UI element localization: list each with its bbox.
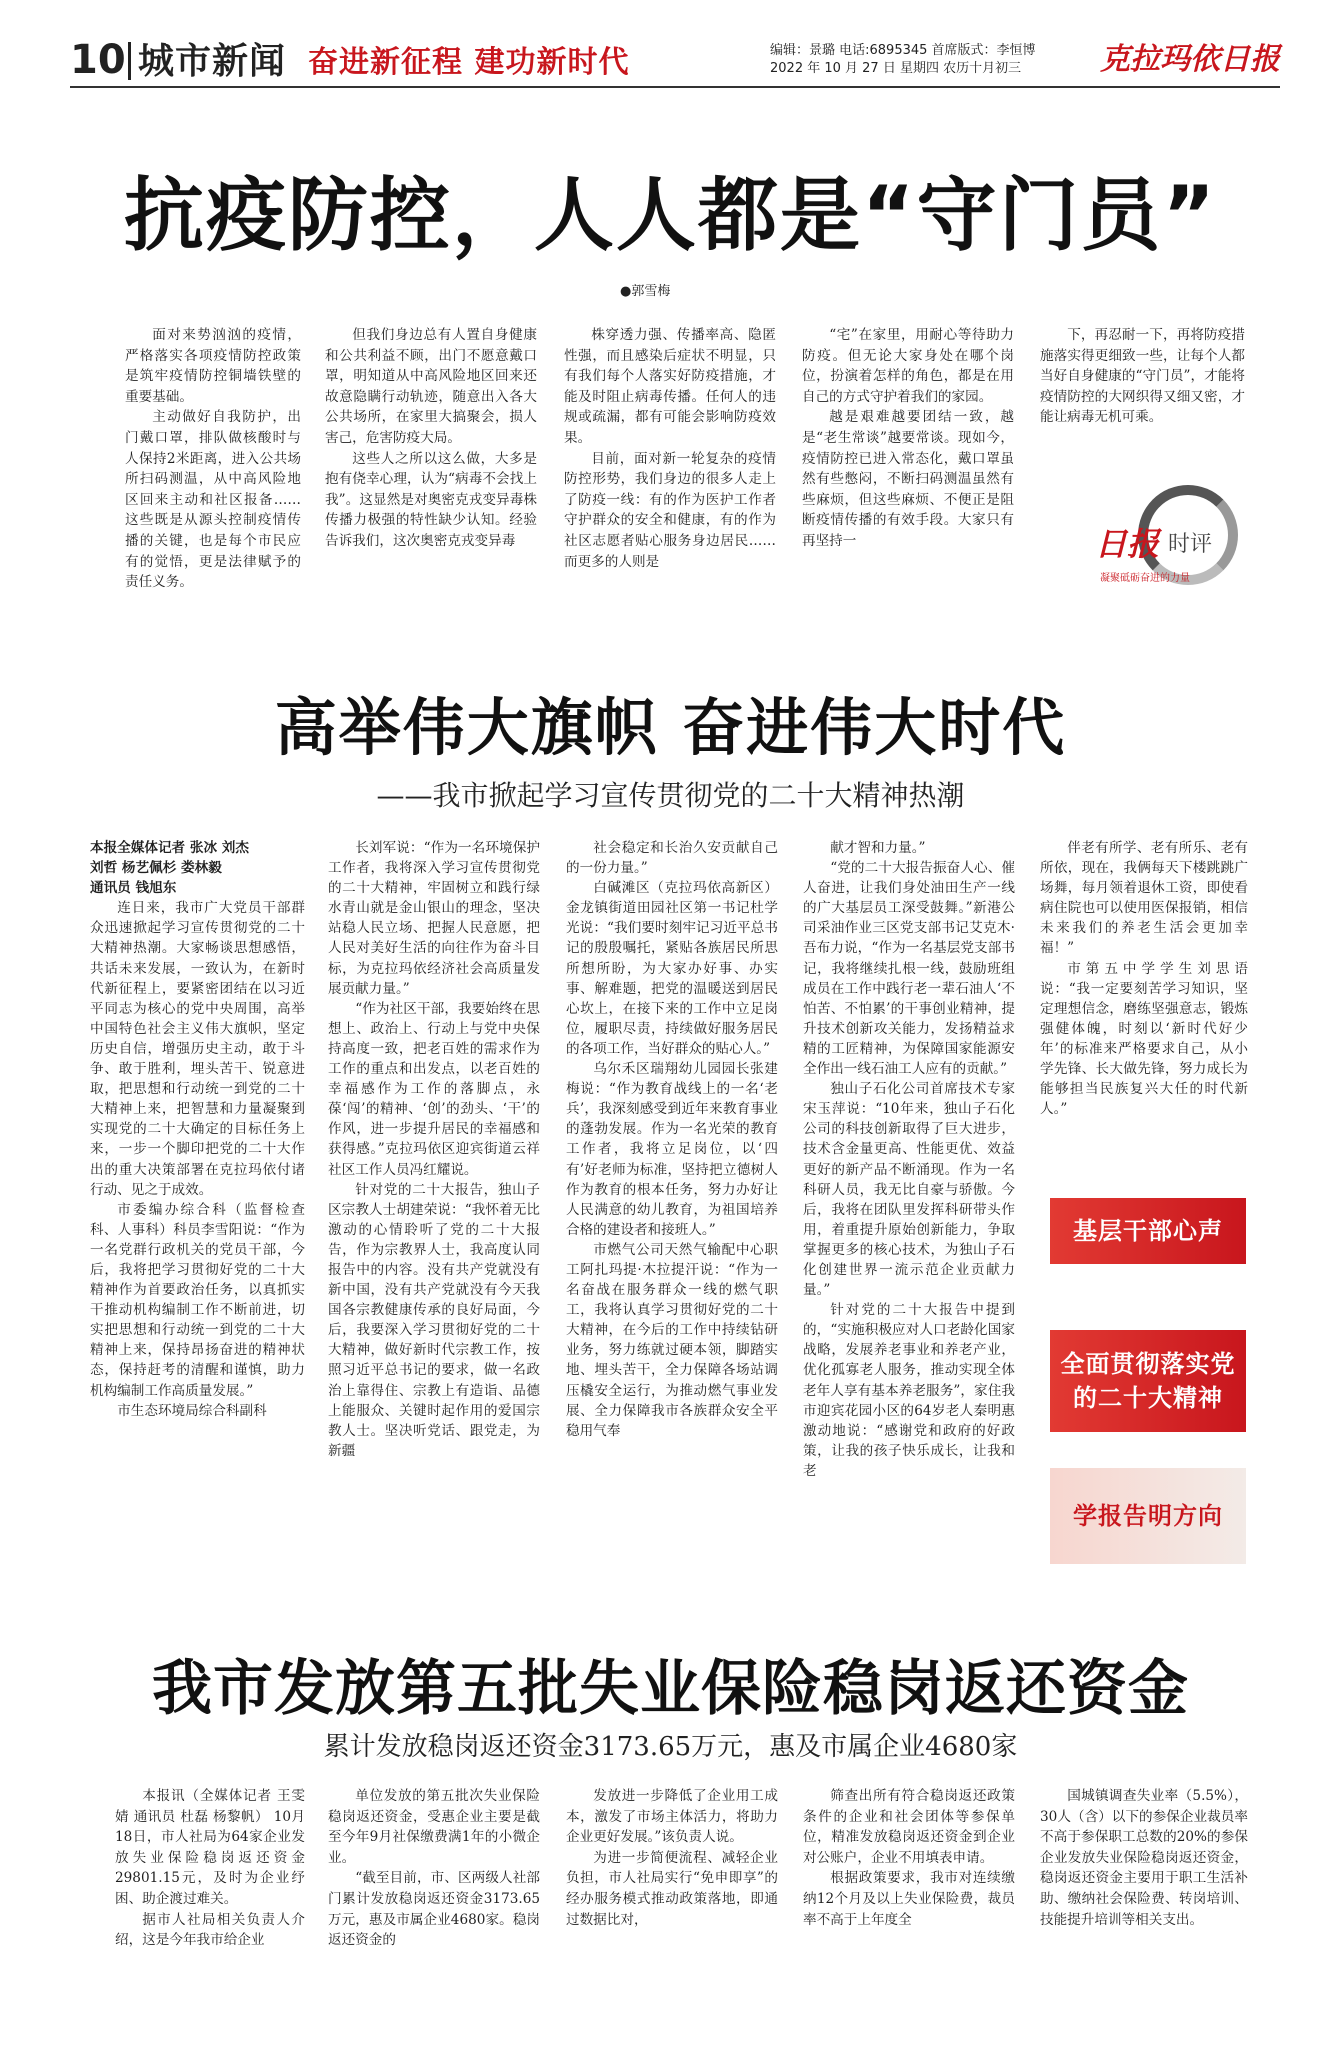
banner-implement-spirit: 全面贯彻落实党的二十大精神 [1050, 1330, 1246, 1432]
article3-column-2 [328, 1786, 540, 2016]
paragraph: 针对党的二十大报告，独山子区宗教人士胡建荣说：“我怀着无比激动的心情聆听了党的二十大报告，作为宗教界人士，我高度认同报告中的内容。没有共产党就没有新中国，没有共产党就没有今天我国各宗教健康传承的良好局面，今后，我要深入学习贯彻好党的二十大精神，做好新时代宗教工作，按照习近平总书记的要求，做一名政治上靠得住、宗教上有造诣、品德上能服众、关键时起作用的爱国宗教人士。坚决听党话、跟党走，为新疆 [328, 1181, 540, 1459]
paragraph: 社会稳定和长治久安贡献自己的一份力量。” [566, 840, 778, 877]
paragraph: 市委编办综合科（监督检查科、人事科）科员李雪阳说：“作为一名党群行政机关的党员干部，今后，我将把学习贯彻好党的二十大精神作为首要政治任务，以真抓实干推动机构编制工作不断前进，切实把思想和行动统一到党的二十大精神上来，保持昂扬奋进的精神状态，保持赶考的清醒和谨慎，助力机构编制工作高质量发展。” [90, 1201, 305, 1399]
paragraph: 乌尔禾区瑞翔幼儿园园长张建梅说：“作为教育战线上的一名‘老兵’，我深刻感受到近年来教育事业的蓬勃发展。作为一名光荣的教育工作者，我将立足岗位，以‘四有’好老师为标准，坚持把立德树人作为教育的根本任务，努力办好让人民满意的幼儿教育，为祖国培养合格的建设者和接班人。” [566, 1061, 778, 1238]
paragraph: 这些人之所以这么做，大多是抱有侥幸心理，认为“病毒不会找上我”。这显然是对奥密克戎变异毒株传播力极强的特性缺少认知。经验告诉我们，这次奥密克戎变异毒 [325, 450, 537, 549]
banner-study-report: 学报告明方向 [1050, 1468, 1246, 1564]
paragraph: 面对来势汹汹的疫情，严格落实各项疫情防控政策是筑牢疫情防控铜墙铁壁的重要基础。 [125, 327, 301, 405]
paragraph: 市生态环境局综合科副科 [117, 1402, 267, 1419]
paragraph: 根据政策要求，我市对连续缴纳12个月及以上失业保险费，裁员率不高于上年度全 [803, 1870, 1015, 1928]
masthead-divider [128, 42, 131, 80]
article3-column-1 [115, 1786, 305, 2016]
paragraph: 为进一步简便流程、减轻企业负担，市人社局实行“免申即享”的经办服务模式推动政策落地，即通过数据比对， [566, 1849, 778, 1928]
paragraph: 白碱滩区（克拉玛依高新区）金龙镇街道田园社区第一书记杜学光说：“我们要时刻牢记习近平总书记的殷殷嘱托，紧贴各族居民所思所想所盼，为大家办好事、办实事、解难题，把党的温暖送到居民心坎上，在接下来的工作中立足岗位，履职尽责，持续做好服务居民的各项工作，当好群众的贴心人。” [566, 880, 778, 1057]
article2-column-5 [1040, 838, 1248, 1148]
editor-line: 编辑：景璐 电话:6895345 首席版式：李恒博 [770, 43, 1036, 58]
article3-column-3 [566, 1786, 778, 2016]
article2-column-1 [90, 838, 305, 1593]
article1-column-5 [1040, 325, 1245, 465]
article3-title: 我市发放第五批失业保险稳岗返还资金 [152, 1654, 1189, 1724]
paragraph: 单位发放的第五批次失业保险稳岗返还资金，受惠企业主要是截至今年9月社保缴费满1年的小微企业。 [328, 1788, 540, 1866]
commentary-logo-label: 时评 [1168, 532, 1213, 557]
article2-column-2 [328, 838, 540, 1593]
paragraph: 目前，面对新一轮复杂的疫情防控形势，我们身边的很多人走上了防疫一线：有的作为医护工作者守护群众的安全和健康，有的作为社区志愿者贴心服务身边居民……而更多的人则是 [564, 450, 776, 570]
paragraph: 市燃气公司天然气输配中心职工阿扎玛提·木拉提汗说：“作为一名奋战在服务群众一线的燃气职工，我将认真学习贯彻好党的二十大精神，在今后的工作中持续钻研业务，努力练就过硬本领，脚踏实地、埋头苦干，全力保障各场站调压橇安全运行，为推动燃气事业发展、全力保障我市各族群众安全平稳用气奉 [566, 1241, 778, 1439]
paragraph: 连日来，我市广大党员干部群众迅速掀起学习宣传贯彻党的二十大精神热潮。大家畅谈思想感悟，共话未来发展，一致认为，在新时代新征程上，要紧密团结在以习近平同志为核心的党中央周围，高举中国特色社会主义伟大旗帜，坚定历史自信，增强历史主动，敢于斗争、敢于胜利，埋头苦干、锐意进取，把思想和行动统一到党的二十大精神上来，把智慧和力量凝聚到实现党的二十大确定的目标任务上来，一步一个脚印把党的二十大作出的重大决策部署在克拉玛依付诸行动、见之于成效。 [90, 900, 305, 1198]
commentary-logo [1090, 485, 1240, 595]
masthead [70, 38, 1280, 88]
paragraph: “作为社区干部，我要始终在思想上、政治上、行动上与党中央保持高度一致，把老百姓的需求作为工作的重点和出发点，以老百姓的幸福感作为工作的落脚点，永葆‘闯’的精神、‘创’的劲头、‘干’的作风，进一步提升居民的幸福感和获得感。”克拉玛依区迎宾街道云祥社区工作人员冯红耀说。 [328, 1000, 540, 1178]
paragraph: 越是艰难越要团结一致，越是“老生常谈”越要常谈。现如今，疫情防控已进入常态化，戴口罩虽然有些憋闷，不断扫码测温虽然有些麻烦，但这些麻烦、不便正是阻断疫情传播的有效手段。大家只有再坚持一 [802, 409, 1014, 549]
commentary-logo-ri: 日报 [1095, 525, 1160, 563]
paragraph: 献才智和力量。” [830, 840, 926, 856]
paragraph: 下，再忍耐一下，再将防疫措施落实得更细致一些，让每个人都当好自身健康的“守门员”，才能将疫情防控的大网织得又细又密，才能让病毒无机可乘。 [1040, 327, 1245, 426]
paragraph: 主动做好自我防护，出门戴口罩，排队做核酸时与人保持2米距离，进入公共场所扫码测温，从中高风险地区回来主动和社区报备……这些既是从源头控制疫情传播的关键，也是每个市民应有的觉悟，更是法律赋予的责任义务。 [125, 409, 301, 591]
commentary-logo-tagline: 凝聚砥砺奋进的力量 [1100, 573, 1190, 584]
article2-title: 高举伟大旗帜 奋进伟大时代 [274, 691, 1067, 764]
paragraph: 但我们身边总有人置自身健康和公共利益不顾，出门不愿意戴口罩，明知道从中高风险地区回来还故意隐瞒行动轨迹，随意出入各大公共场所，在家里大搞聚会，损人害己，危害防疫大局。 [325, 327, 537, 446]
paragraph: 据市人社局相关负责人介绍，这是今年我市给企业 [115, 1911, 305, 1949]
article2-column-4 [803, 838, 1015, 1593]
article3-subtitle: 累计发放稳岗返还资金3173.65万元，惠及市属企业4680家 [323, 1732, 1018, 1762]
article3-column-4 [803, 1786, 1015, 2016]
paragraph: “宅”在家里，用耐心等待助力防疫。但无论大家身处在哪个岗位，扮演着怎样的角色，都是在用自己的方式守护着我们的家园。 [802, 327, 1014, 405]
paragraph: 筛查出所有符合稳岗返还政策条件的企业和社会团体等参保单位，精准发放稳岗返还资金到企业对公账户，企业不用填表申请。 [803, 1788, 1015, 1866]
article1-column-2 [325, 325, 537, 615]
banner-grassroots-voices: 基层干部心声 [1050, 1198, 1246, 1264]
article2-subtitle: ——我市掀起学习宣传贯彻党的二十大精神热潮 [376, 779, 965, 812]
paragraph: 长刘军说：“作为一名环境保护工作者，我将深入学习宣传贯彻党的二十大精神，牢固树立和践行绿水青山就是金山银山的理念，坚决站稳人民立场、把握人民意愿，把人民对美好生活的向往作为奋斗目标，为克拉玛依经济社会高质量发展贡献力量。” [328, 840, 540, 997]
author-line: 通讯员 钱旭东 [90, 880, 177, 897]
article1-column-1 [125, 325, 301, 615]
paragraph: “截至目前，市、区两级人社部门累计发放稳岗返还资金3173.65万元，惠及市属企业4680家。稳岗返还资金的 [328, 1870, 540, 1949]
article1-title: 抗疫防控，人人都是“守门员” [123, 169, 1218, 262]
article1-byline: ●郭雪梅 [620, 284, 671, 299]
article2-column-3 [566, 838, 778, 1593]
paragraph: 本报讯（全媒体记者 王雯婧 通讯员 杜磊 杨黎帆） 10月18日，市人社局为64家企业发放失业保险稳岗返还资金29801.15元，及时为企业纾困、助企渡过难关。 [115, 1788, 305, 1907]
article3-column-5 [1040, 1786, 1248, 2016]
section-slogan: 奋进新征程 建功新时代 [308, 45, 630, 80]
date-line: 2022 年 10 月 27 日 星期四 农历十月初三 [770, 61, 1022, 76]
paragraph: 株穿透力强、传播率高、隐匿性强，而且感染后症状不明显，只有我们每个人落实好防疫措施，才能及时阻止病毒传播。任何人的违规或疏漏，都有可能会影响防疫效果。 [564, 327, 776, 446]
paragraph: 伴老有所学、老有所乐、老有所依，现在，我俩每天下楼跳跳广场舞，每月领着退休工资，即使看病住院也可以使用医保报销，相信未来我们的养老生活会更加幸福！” [1040, 840, 1248, 957]
page-number: 10 [70, 37, 126, 83]
article1-column-3 [564, 325, 776, 615]
paragraph: 国城镇调查失业率（5.5%），30人（含）以下的参保企业裁员率不高于参保职工总数的20%的参保企业发放失业保险稳岗返还资金，稳岗返还资金主要用于职工生活补助、缴纳社会保险费、转岗培训、技能提升培训等相关支出。 [1040, 1788, 1248, 1928]
paragraph: “党的二十大报告振奋人心、催人奋进，让我们身处油田生产一线的广大基层员工深受鼓舞。”新港公司采油作业三区党支部书记艾克木·吾布力说，“作为一名基层党支部书记，我将继续扎根一线，鼓励班组成员在工作中践行老一辈石油人‘不怕苦、不怕累’的干事创业精神，提升技术创新攻关能力，发扬精益求精的工匠精神，为保障国家能源安全作出一线石油工人应有的贡献。” [803, 860, 1015, 1078]
author-line: 刘哲 杨艺佩杉 娄林毅 [90, 860, 222, 877]
article1-column-4 [802, 325, 1014, 615]
section-name: 城市新闻 [138, 40, 287, 82]
paragraph: 针对党的二十大报告中提到的，“实施积极应对人口老龄化国家战略，发展养老事业和养老产业，优化孤寡老人服务，推动实现全体老年人享有基本养老服务”，家住我市迎宾花园小区的64岁老人秦明惠激动地说：“感谢党和政府的好政策，让我的孩子快乐成长，让我和老 [803, 1302, 1015, 1479]
paragraph: 发放进一步降低了企业用工成本，激发了市场主体活力，将助力企业更好发展。”该负责人说。 [566, 1788, 778, 1846]
author-line: 本报全媒体记者 张冰 刘杰 [90, 840, 249, 856]
masthead-rule [70, 86, 1280, 88]
paragraph: 市第五中学学生刘思语说：“我一定要刻苦学习知识，坚定理想信念，磨练坚强意志，锻炼强健体魄，时刻以‘新时代好少年’的标准来严格要求自己，从小学先锋、长大做先锋，努力成长为能够担当民族复兴大任的时代新人。” [1040, 960, 1248, 1118]
newspaper-logo: 克拉玛依日报 [1100, 42, 1280, 77]
paragraph: 独山子石化公司首席技术专家宋玉萍说：“10年来，独山子石化公司的科技创新取得了巨大进步，技术含金量更高、性能更优、效益更好的新产品不断涌现。作为一名科研人员，我无比自豪与骄傲。今后，我将在团队里发挥科研带头作用，着重提升原始创新能力，争取掌握更多的核心技术，为独山子石化创建世界一流示范企业贡献力量。” [803, 1081, 1015, 1299]
issue-info [770, 42, 1036, 78]
